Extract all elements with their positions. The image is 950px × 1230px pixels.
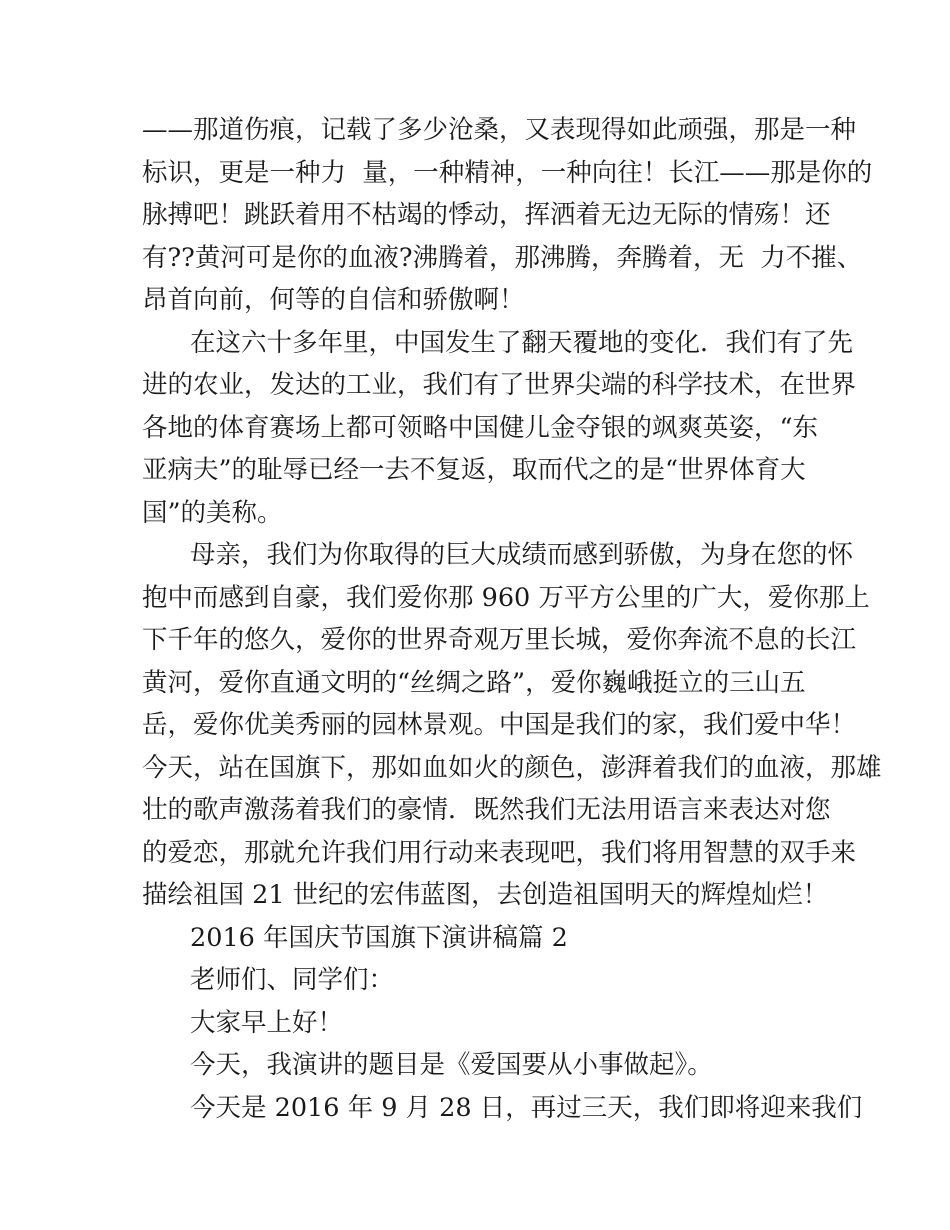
paragraph-start-line: 在这六十多年里，中国发生了翻天覆地的变化．我们有了先 xyxy=(190,327,854,358)
text-line: 壮的歌声激荡着我们的豪情．既然我们无法用语言来表达对您 xyxy=(142,795,831,825)
greeting-line: 大家早上好！ xyxy=(190,1007,344,1038)
text-line: 岳，爱你优美秀丽的园林景观。中国是我们的家，我们爱中华！ xyxy=(142,710,857,740)
text-line: 各地的体育赛场上都可领略中国健儿金夺银的飒爽英姿，“东 xyxy=(142,412,819,443)
text-line: 国”的美称。 xyxy=(142,497,283,528)
text-line: 抱中而感到自豪，我们爱你那 960 万平方公里的广大，爱你那上 xyxy=(142,582,870,613)
text-line: ——那道伤痕，记载了多少沧桑，又表现得如此顽强，那是一种 xyxy=(142,115,857,145)
salutation-line: 老师们、同学们： xyxy=(190,965,395,995)
text-line: 进的农业，发达的工业，我们有了世界尖端的科学技术，在世界 xyxy=(142,370,857,400)
text-line: 黄河，爱你直通文明的“丝绸之路”，爱你巍峨挺立的三山五 xyxy=(142,667,806,698)
text-line: 的爱恋，那就允许我们用行动来表现吧，我们将用智慧的双手来 xyxy=(142,837,857,868)
text-line: 亚病夫”的耻辱已经一去不复返，取而代之的是“世界体育大 xyxy=(142,455,806,485)
text-line: 描绘祖国 21 世纪的宏伟蓝图，去创造祖国明天的辉煌灿烂！ xyxy=(142,880,829,910)
text-line: 标识，更是一种力 量，一种精神，一种向往！长江——那是你的 xyxy=(142,157,873,188)
text-line: 今天，站在国旗下，那如血如火的颜色，澎湃着我们的血液，那雄 xyxy=(142,752,882,783)
section-heading: 2016 年国庆节国旗下演讲稿篇 2 xyxy=(190,922,568,953)
paragraph-start-line: 母亲，我们为你取得的巨大成绩而感到骄傲，为身在您的怀 xyxy=(190,540,854,570)
paragraph-start-line: 今天是 2016 年 9 月 28 日，再过三天，我们即将迎来我们 xyxy=(190,1092,863,1123)
text-line: 脉搏吧！跳跃着用不枯竭的悸动，挥洒着无边无际的情殇！还 xyxy=(142,200,831,230)
paragraph-start-line: 今天，我演讲的题目是《爱国要从小事做起》。 xyxy=(190,1050,713,1080)
text-line: 下千年的悠久，爱你的世界奇观万里长城，爱你奔流不息的长江 xyxy=(142,625,857,655)
text-line: 有??黄河可是你的血液?沸腾着，那沸腾，奔腾着，无 力不摧、 xyxy=(142,242,863,273)
document-body xyxy=(142,109,882,1129)
text-line: 昂首向前，何等的自信和骄傲啊！ xyxy=(142,285,525,315)
